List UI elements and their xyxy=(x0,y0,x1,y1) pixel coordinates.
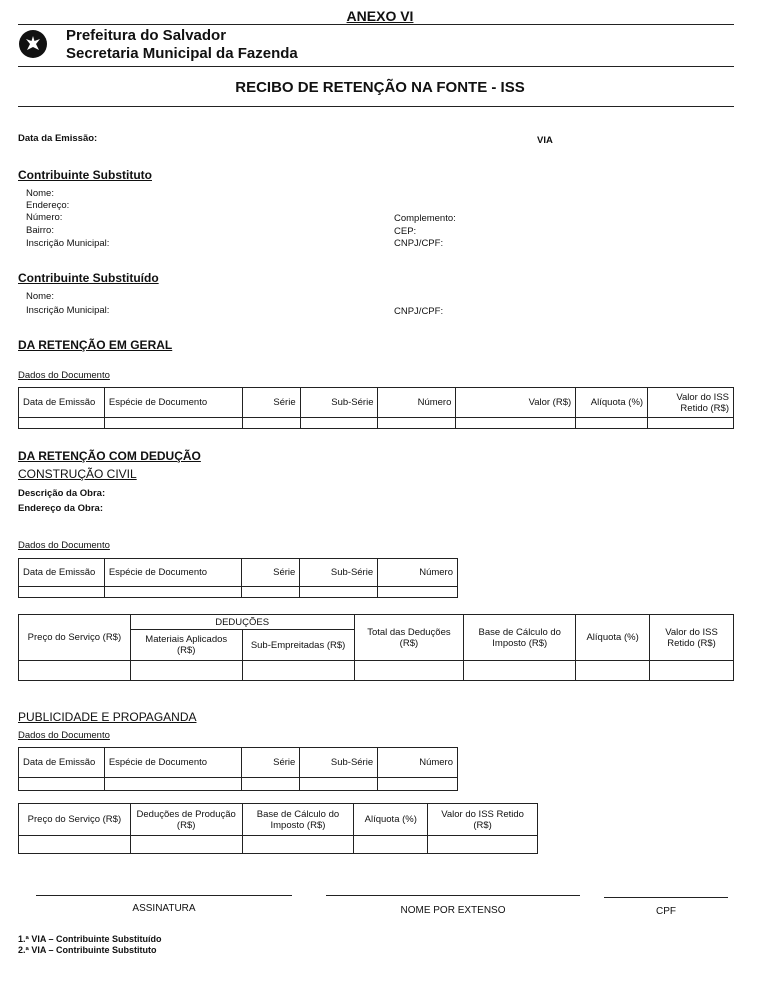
deducao-col-subserie: Sub-Série xyxy=(300,559,378,587)
assinatura-line xyxy=(36,895,292,896)
publicidade-col-numero: Número xyxy=(378,748,458,778)
via-label: VIA xyxy=(537,135,553,146)
substituido-inscricao-label: Inscrição Municipal: xyxy=(26,305,110,316)
deducoes-header: DEDUÇÕES xyxy=(130,615,354,630)
geral-col-valor: Valor (R$) xyxy=(456,388,576,418)
retencao-geral-heading: DA RETENÇÃO EM GERAL xyxy=(18,338,173,352)
substituto-complemento-label: Complemento: xyxy=(394,213,456,224)
substituido-nome-label: Nome: xyxy=(26,291,54,302)
endereco-obra-label: Endereço da Obra: xyxy=(18,503,103,514)
geral-dados-label: Dados do Documento xyxy=(18,370,110,381)
geral-col-especie: Espécie de Documento xyxy=(104,388,242,418)
deducao-entry-row xyxy=(19,587,458,598)
geral-entry-row xyxy=(19,418,734,429)
substituto-endereco-label: Endereço: xyxy=(26,200,70,211)
geral-col-valor-iss: Valor do ISS Retido (R$) xyxy=(648,388,734,418)
publicidade-col-serie: Série xyxy=(242,748,300,778)
pub-valor-iss-header: Valor do ISS Retido (R$) xyxy=(428,804,538,836)
pub-preco-header: Preço do Serviço (R$) xyxy=(19,804,131,836)
deducao-col-data: Data de Emissão xyxy=(19,559,105,587)
publicidade-document-table xyxy=(18,747,458,791)
deducao-col-especie: Espécie de Documento xyxy=(104,559,242,587)
materiais-header: Materiais Aplicados (R$) xyxy=(130,630,242,661)
publicidade-col-subserie: Sub-Série xyxy=(300,748,378,778)
header-top-rule xyxy=(18,24,734,25)
substituto-bairro-label: Bairro: xyxy=(26,225,54,236)
publicidade-dados-label: Dados do Documento xyxy=(18,730,110,741)
pub-deducoes-header: Deduções de Produção (R$) xyxy=(130,804,242,836)
deducao-col-serie: Série xyxy=(242,559,300,587)
cpf-line xyxy=(604,897,728,898)
descricao-obra-label: Descrição da Obra: xyxy=(18,488,106,499)
via-1-note: 1.ª VIA – Contribuinte Substituído xyxy=(18,934,162,944)
city-emblem-icon xyxy=(18,29,48,59)
substituto-nome-label: Nome: xyxy=(26,188,54,199)
nome-extenso-label: NOME POR EXTENSO xyxy=(400,905,506,916)
header-rule-1 xyxy=(18,66,734,67)
retencao-deducao-heading: DA RETENÇÃO COM DEDUÇÃO xyxy=(18,449,201,463)
geral-col-serie: Série xyxy=(242,388,300,418)
geral-document-table xyxy=(18,387,734,429)
substituto-inscricao-label: Inscrição Municipal: xyxy=(26,238,110,249)
cpf-label: CPF xyxy=(656,906,676,917)
substituido-cnpj-label: CNPJ/CPF: xyxy=(394,306,444,317)
substituto-heading: Contribuinte Substituto xyxy=(18,168,152,182)
base-calculo-header: Base de Cálculo do Imposto (R$) xyxy=(464,615,576,661)
substituido-heading: Contribuinte Substituído xyxy=(18,271,159,285)
substituto-cnpj-label: CNPJ/CPF: xyxy=(394,238,444,249)
publicidade-values-table xyxy=(18,803,538,854)
deducao-values-table xyxy=(18,614,734,681)
annex-label: ANEXO VI xyxy=(346,8,414,24)
assinatura-label: ASSINATURA xyxy=(132,903,196,914)
pub-base-header: Base de Cálculo do Imposto (R$) xyxy=(242,804,354,836)
preco-servico-header: Preço do Serviço (R$) xyxy=(19,615,131,661)
publicidade-entry-row xyxy=(19,778,458,791)
header-rule-2 xyxy=(18,106,734,107)
form-title: RECIBO DE RETENÇÃO NA FONTE - ISS xyxy=(235,79,525,96)
subempreitadas-header: Sub-Empreitadas (R$) xyxy=(242,630,354,661)
deducao-col-numero: Número xyxy=(378,559,458,587)
total-deducoes-header: Total das Deduções (R$) xyxy=(354,615,464,661)
via-2-note: 2.ª VIA – Contribuinte Substituto xyxy=(18,945,157,955)
valor-iss-header: Valor do ISS Retido (R$) xyxy=(650,615,734,661)
deducao-document-table xyxy=(18,558,458,598)
org-line-1: Prefeitura do Salvador xyxy=(66,27,227,44)
construcao-civil-heading: CONSTRUÇÃO CIVIL xyxy=(18,467,137,481)
org-line-2: Secretaria Municipal da Fazenda xyxy=(66,45,298,62)
pub-aliquota-header: Alíquota (%) xyxy=(354,804,428,836)
substituto-numero-label: Número: xyxy=(26,212,63,223)
publicidade-values-row xyxy=(19,836,538,854)
deducao-values-row xyxy=(19,661,734,681)
publicidade-heading: PUBLICIDADE E PROPAGANDA xyxy=(18,710,197,724)
substituto-cep-label: CEP: xyxy=(394,226,417,237)
issue-date-label: Data da Emissão: xyxy=(18,133,98,144)
deducao-dados-label: Dados do Documento xyxy=(18,540,110,551)
geral-col-aliquota: Alíquota (%) xyxy=(576,388,648,418)
publicidade-col-especie: Espécie de Documento xyxy=(104,748,242,778)
publicidade-col-data: Data de Emissão xyxy=(19,748,105,778)
geral-col-data: Data de Emissão xyxy=(19,388,105,418)
geral-col-numero: Número xyxy=(378,388,456,418)
geral-col-subserie: Sub-Série xyxy=(300,388,378,418)
aliquota-header: Alíquota (%) xyxy=(576,615,650,661)
nome-line xyxy=(326,895,580,896)
